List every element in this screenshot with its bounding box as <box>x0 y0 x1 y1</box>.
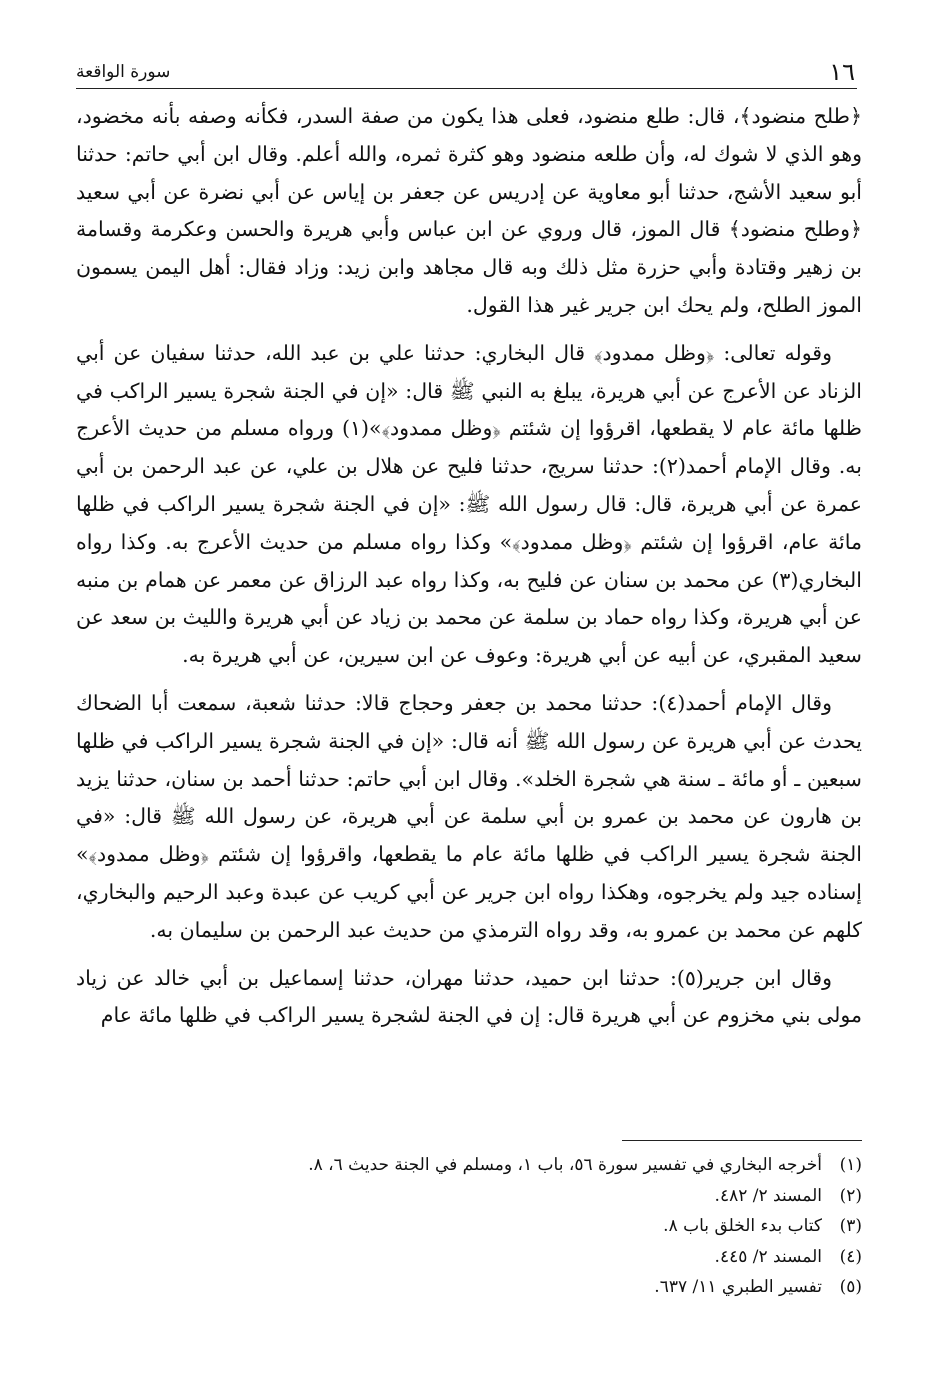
running-title: سورة الواقعة <box>76 62 171 82</box>
footnote-number: (٥) <box>839 1277 862 1297</box>
main-text <box>76 98 862 1045</box>
page-header <box>76 58 857 89</box>
footnote-separator <box>622 1140 862 1141</box>
footnote-text: كتاب بدء الخلق باب ٨. <box>663 1216 822 1236</box>
paragraph: ﴿طلح منضود﴾، قال: طلع منضود، فعلى هذا يكون من صفة السدر، فكأنه وصفه بأنه مخضود، وهو الذي لا شوك له، وأن طلعه منضود وهو كثرة ثمره، والله أعلم. وقال ابن أبي حاتم: حدثنا أبو سعيد الأشج، حدثنا أبو معاوية عن إدريس عن جعفر بن إياس عن أبي نضرة عن أبي سعيد ﴿وطلح منضود﴾ قال الموز، قال وروي عن ابن عباس وأبي هريرة والحسن وعكرمة وقسامة بن زهير وقتادة وأبي حزرة مثل ذلك وبه قال مجاهد وابن زيد: وزاد فقال: أهل اليمن يسمون الموز الطلح، ولم يحك ابن جرير غير هذا القول. <box>76 104 862 317</box>
footnote <box>200 1150 862 1181</box>
footnote-text: تفسير الطبري ١١/ ٦٣٧. <box>654 1277 822 1297</box>
footnote <box>200 1181 862 1212</box>
footnote <box>200 1242 862 1273</box>
footnote-number: (٣) <box>839 1216 862 1236</box>
paragraph: وقال الإمام أحمد(٤): حدثنا محمد بن جعفر وحجاج قالا: حدثنا شعبة، سمعت أبا الضحاك يحدث عن أبي هريرة عن رسول الله ﷺ أنه قال: «إن في الجنة شجرة يسير الراكب في ظلها سبعين ـ أو مائة ـ سنة هي شجرة الخلد». وقال ابن أبي حاتم: حدثنا أحمد بن سنان، حدثنا يزيد بن هارون عن محمد بن عمرو بن أبي سلمة عن أبي هريرة، عن رسول الله ﷺ قال: «في الجنة شجرة يسير الراكب في ظلها مائة عام ما يقطعها، واقرؤوا إن شئتم ﴿وظل ممدود﴾» إسناده جيد ولم يخرجوه، وهكذا رواه ابن جرير عن أبي كريب عن عبدة وعبد الرحيم والبخاري، كلهم عن محمد بن عمرو به، وقد رواه الترمذي من حديث عبد الرحمن بن سليمان به. <box>76 690 862 942</box>
footnote-number: (٤) <box>839 1246 862 1267</box>
footnote <box>200 1272 862 1303</box>
footnote-text: أخرجه البخاري في تفسير سورة ٥٦، باب ١، ومسلم في الجنة حديث ٦، ٨. <box>308 1155 822 1175</box>
footnotes <box>200 1150 862 1303</box>
footnote-number: (٢) <box>839 1185 862 1206</box>
footnote-text: المسند ٢/ ٤٤٥. <box>714 1246 822 1267</box>
page-number: ١٦ <box>829 58 855 86</box>
paragraph: وقوله تعالى: ﴿وظل ممدود﴾ قال البخاري: حدثنا علي بن عبد الله، حدثنا سفيان عن أبي الزناد عن الأعرج عن أبي هريرة، يبلغ به النبي ﷺ قال: «إن في الجنة شجرة يسير الراكب في ظلها مائة عام لا يقطعها، اقرؤوا إن شئتم ﴿وظل ممدود﴾»(١) ورواه مسلم من حديث الأعرج به. وقال الإمام أحمد(٢): حدثنا سريج، حدثنا فليح عن هلال بن علي، عن عبد الرحمن بن أبي عمرة عن أبي هريرة، قال: قال رسول الله ﷺ: «إن في الجنة شجرة يسير الراكب في ظلها مائة عام، اقرؤوا إن شئتم ﴿وظل ممدود﴾» وكذا رواه مسلم من حديث الأعرج به. وكذا رواه البخاري(٣) عن محمد بن سنان عن فليح به، وكذا رواه عبد الرزاق عن معمر عن همام بن منبه عن أبي هريرة، وكذا رواه حماد بن سلمة عن محمد بن زياد عن أبي هريرة والليث بن سعد عن سعيد المقبري، عن أبيه عن أبي هريرة: وعوف عن ابن سيرين، عن أبي هريرة به. <box>76 340 863 668</box>
footnote-number: (١) <box>839 1155 862 1175</box>
footnote-text: المسند ٢/ ٤٨٢. <box>714 1185 822 1206</box>
paragraph: وقال ابن جرير(٥): حدثنا ابن حميد، حدثنا مهران، حدثنا إسماعيل بن أبي خالد عن زياد مولى بني مخزوم عن أبي هريرة قال: إن في الجنة لشجرة يسير الراكب في ظلها مائة عام <box>76 965 862 1028</box>
footnote <box>200 1211 862 1242</box>
